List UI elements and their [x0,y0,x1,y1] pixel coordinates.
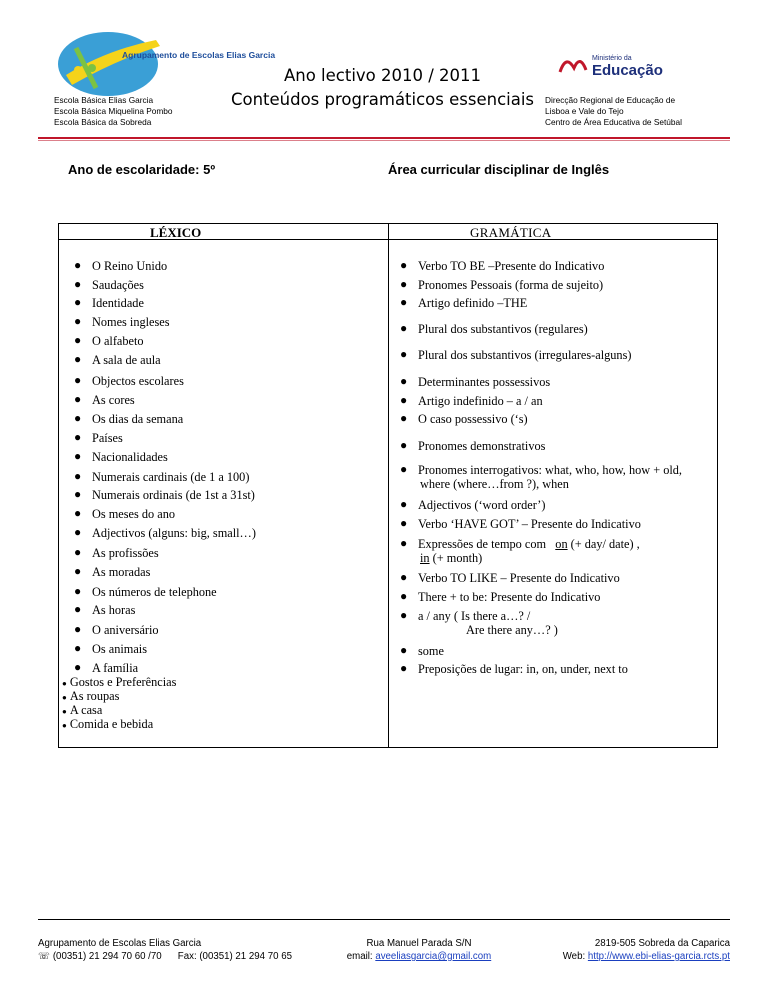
list-item: ● Verbo ‘HAVE GOT’ – Presente do Indicativo [400,516,641,531]
page-title [205,64,560,112]
email-link[interactable]: aveeliasgarcia@gmail.com [375,951,492,962]
list-item: ● Numerais cardinais (de 1 a 100) [74,469,250,484]
list-item: ● A casa [62,703,103,717]
list-item: ● Nomes ingleses [74,314,170,329]
list-item: ● O caso possessivo (‘s) [400,411,528,426]
footer-address: Rua Manuel Parada S/N email: aveeliasgarcia@gmail.com [334,937,504,963]
column-header-gramatica: GRAMÁTICA [470,225,552,240]
list-item: ● Os animais [74,641,147,656]
footer-divider [38,919,730,920]
list-item: ● Verbo TO BE –Presente do Indicativo [400,258,605,273]
footer-fax: Fax: (00351) 21 294 70 65 [177,951,292,962]
school-list [54,95,173,128]
list-item: ● Pronomes Pessoais (forma de sujeito) [400,277,604,292]
list-item: ● Países [74,430,123,445]
list-item: ● Os meses do ano [74,506,175,521]
footer-web: 2819-505 Sobreda da Caparica Web: http://www.ebi-elias-garcia.rcts.pt [510,937,730,963]
ministry-logo [558,50,688,80]
header-divider-thin [38,140,730,141]
list-item: ● Gostos e Preferências [62,675,177,689]
list-item: ● As horas [74,602,136,617]
list-item: ● There + to be: Presente do Indicativo [400,589,601,604]
subject-area: Área curricular disciplinar de Inglês [388,162,610,177]
header-divider [38,137,730,139]
list-item: ● Plural dos substantivos (irregulares-alguns) [400,347,632,362]
regional-direction [545,95,682,128]
title-subject: Conteúdos programáticos essenciais [230,90,535,109]
column-divider [388,223,389,748]
footer-org: Agrupamento de Escolas Elias Garcia [38,938,202,949]
direction-line: Lisboa e Vale do Tejo [545,106,624,116]
list-item: ● Artigo indefinido – a / an [400,393,543,408]
list-item: ● Os números de telephone [74,584,217,599]
footer-postal: 2819-505 Sobreda da Caparica [594,938,730,949]
list-item: ● O Reino Unido [74,258,168,273]
svg-text:Ministério da: Ministério da [592,55,632,62]
list-item: ● Objectos escolares [74,373,184,388]
list-item: ● As cores [74,392,135,407]
list-item-continuation: in (+ month) [420,551,483,565]
list-item-continuation: where (where…from ?), when [420,477,569,491]
list-item: ● A família [74,660,139,675]
footer-phone: (00351) 21 294 70 60 /70 [52,951,162,962]
web-link[interactable]: http://www.ebi-elias-garcia.rcts.pt [587,951,730,962]
list-item: ● O alfabeto [74,333,144,348]
list-item: ● Comida e bebida [62,717,154,731]
footer-street: Rua Manuel Parada S/N [366,938,472,949]
list-item: ● O aniversário [74,622,159,637]
direction-line: Direcção Regional de Educação de [545,95,676,105]
list-item: ● A sala de aula [74,352,161,367]
list-item: ● Determinantes possessivos [400,374,551,389]
list-item: ● As moradas [74,564,151,579]
list-item: ● Plural dos substantivos (regulares) [400,321,588,336]
school-name: Escola Básica Miquelina Pombo [54,106,173,116]
grade-level: Ano de escolaridade: 5º [68,162,216,177]
list-item: ● Adjectivos (alguns: big, small…) [74,525,256,540]
list-item: ● some [400,643,444,658]
list-item: ● Expressões de tempo com on (+ day/ date) , [400,536,640,551]
phone-icon: ☏ [38,951,51,962]
list-item: ● Os dias da semana [74,411,184,426]
list-item: ● Numerais ordinais (de 1st a 31st) [74,487,255,502]
list-item-continuation: Are there any…? ) [466,623,558,637]
list-item: ● Pronomes interrogativos: what, who, how, how + old, [400,462,683,477]
direction-line: Centro de Área Educativa de Setúbal [545,117,682,127]
list-item: ● Nacionalidades [74,449,168,464]
title-year: Ano lectivo 2010 / 2011 [283,66,482,85]
school-logo [56,30,276,100]
school-name: Escola Básica da Sobreda [54,117,152,127]
list-item: ● Pronomes demonstrativos [400,438,546,453]
svg-text:Agrupamento de Escolas Elias G: Agrupamento de Escolas Elias Garcia [122,50,276,60]
column-header-lexico: LÉXICO [150,225,202,240]
list-item: ● a / any ( Is there a…? / [400,608,531,623]
list-item: ● Artigo definido –THE [400,295,528,310]
footer-contact [38,937,292,963]
svg-text:Educação: Educação [592,62,663,79]
list-item: ● As roupas [62,689,120,703]
school-name: Escola Básica Elias Garcia [54,95,154,105]
list-item: ● As profissões [74,545,159,560]
list-item: ● Adjectivos (‘word order’) [400,497,546,512]
list-item: ● Identidade [74,295,144,310]
list-item: ● Verbo TO LIKE – Presente do Indicativo [400,570,620,585]
list-item: ● Preposições de lugar: in, on, under, next to [400,661,628,676]
list-item: ● Saudações [74,277,144,292]
